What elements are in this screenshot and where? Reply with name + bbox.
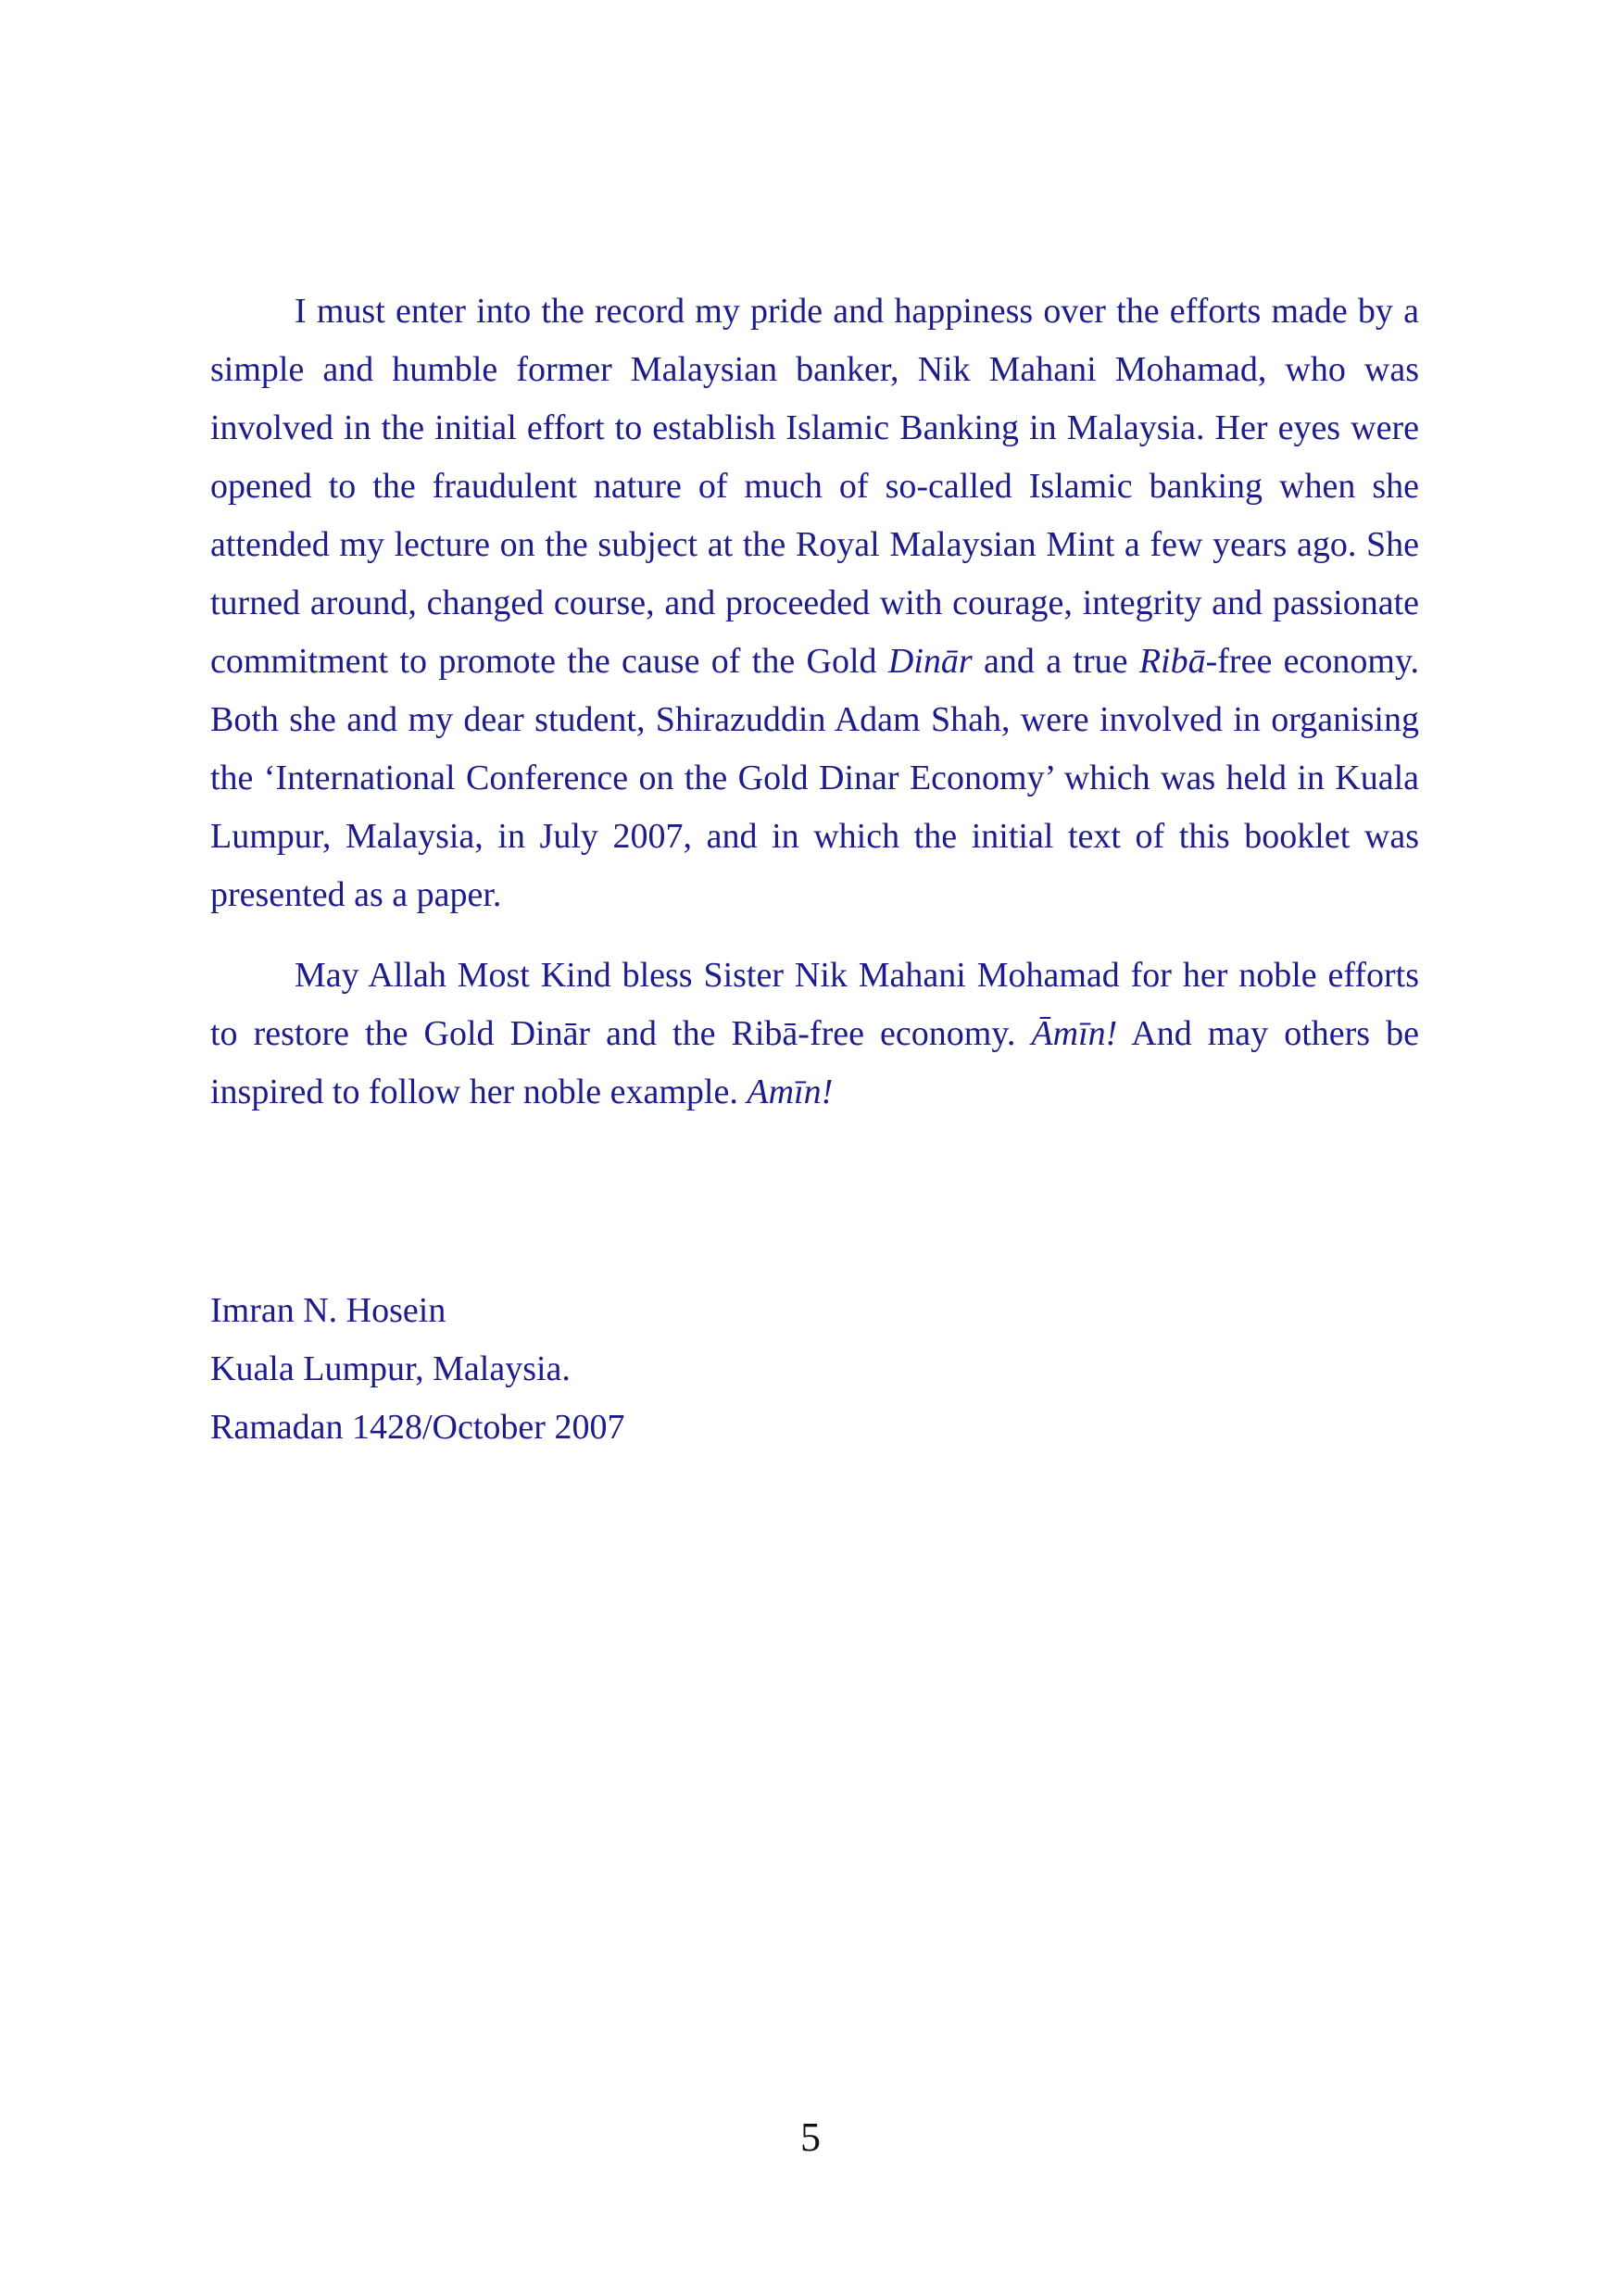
signature-place: Kuala Lumpur, Malaysia. — [210, 1349, 571, 1388]
signature-date: Ramadan 1428/October 2007 — [210, 1408, 625, 1447]
paragraph-1-text-1: I must enter into the record my pride and happiness over the efforts made by a simple and humble former Malaysian banker, Nik Mahani Mohamad, who was involved in the initial effort to establish Islamic Banking in Malaysia. Her eyes were opened to the fraudulent nature of much of so-called Islamic banking when she attended my lecture on the subject at the Royal Malaysian Mint a few years ago. She turned around, changed course, and proceeded with courage, integrity and passionate commitment to promote the cause of the Gold — [210, 292, 1419, 681]
page-number: 5 — [800, 2114, 821, 2160]
paragraph-1 — [210, 282, 1419, 924]
term-amin-1: Āmīn! — [1031, 1014, 1118, 1053]
body-text — [210, 282, 1419, 1122]
signature-name: Imran N. Hosein — [210, 1291, 446, 1330]
term-dinar: Dinār — [887, 642, 973, 681]
paragraph-2 — [210, 947, 1419, 1122]
signature-block — [210, 1282, 624, 1457]
term-riba: Ribā — [1138, 642, 1206, 681]
term-amin-2: Amīn! — [747, 1073, 834, 1111]
paragraph-1-text-3: -free economy. Both she and my dear student, Shirazuddin Adam Shah, were involved in organising the ‘International Conference on the Gold Dinar Economy’ which was held in Kuala Lumpur, Malaysia, in July 2007, and in which the initial text of this booklet was presented as a paper. — [210, 642, 1419, 914]
paragraph-2-text-1: May Allah Most Kind bless Sister Nik Mahani Mohamad for her noble efforts to restore the Gold Dinār and the Ribā-free economy. — [210, 956, 1419, 1053]
paragraph-1-text-2: and a true — [972, 642, 1139, 681]
paragraph-2-text-2: And may others be inspired to follow her noble example. — [210, 1014, 1419, 1111]
